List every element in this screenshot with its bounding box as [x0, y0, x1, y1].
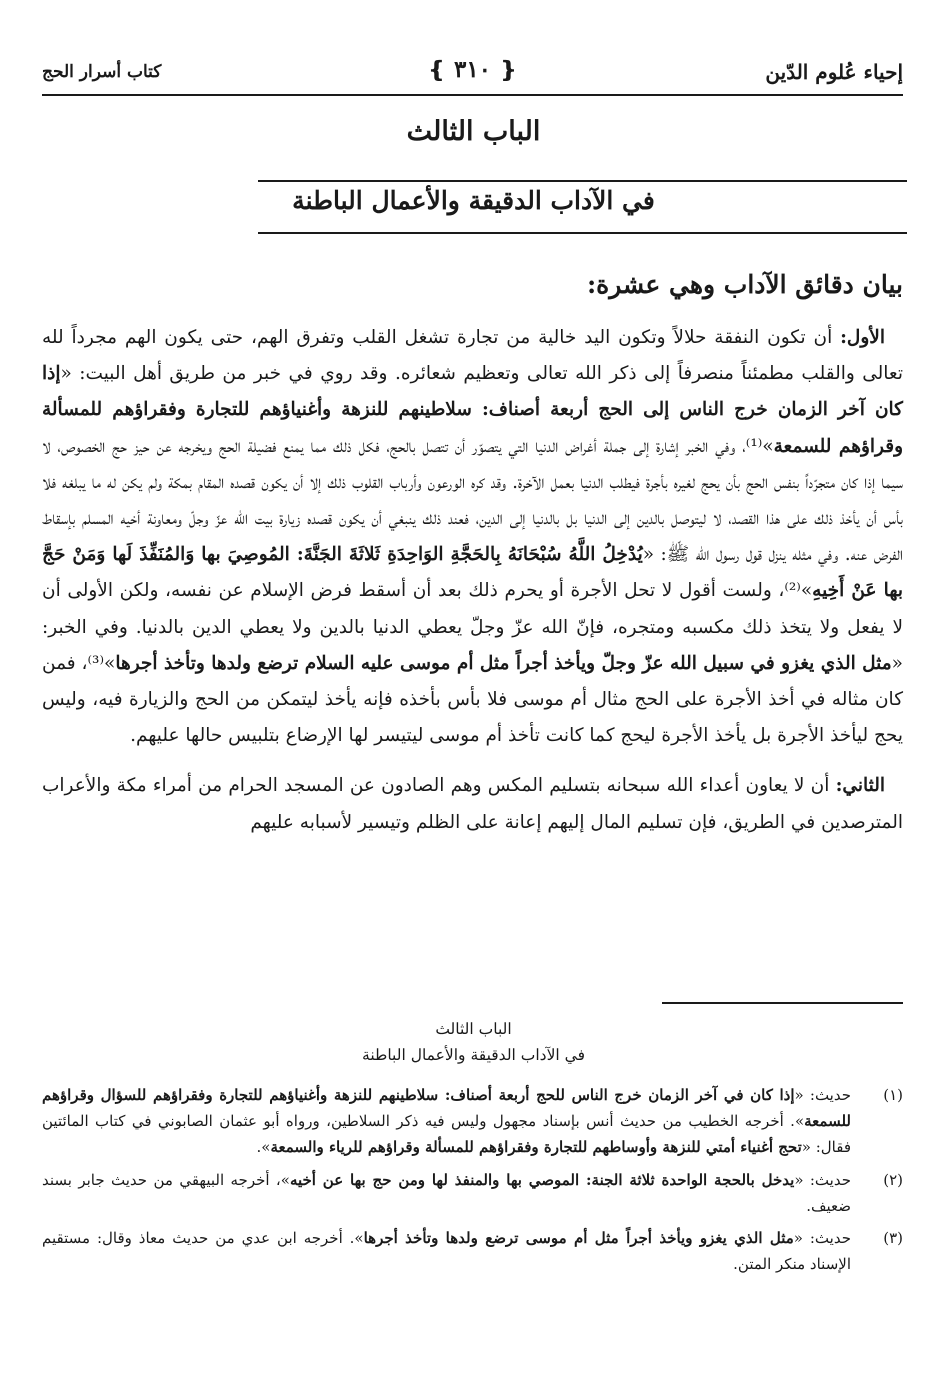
- chapter-divider: [258, 232, 907, 234]
- paragraph-lead: الأول:: [840, 327, 885, 348]
- text-span: ».: [256, 1138, 271, 1157]
- body-text: [42, 320, 903, 841]
- section-heading: بيان دقائق الآداب وهي عشرة:: [586, 270, 903, 299]
- section-title: كتاب أسرار الحج: [42, 62, 162, 82]
- book-title: إحياء عُلوم الدّين: [765, 60, 903, 84]
- page-number-block: [428, 56, 518, 83]
- text-span: »، أخرجه البيهقي من حديث جابر بسند ضعيف.: [42, 1170, 851, 1215]
- footnote: [42, 1082, 903, 1161]
- paragraph-lead: الثاني:: [835, 775, 885, 797]
- footnotes: [42, 1082, 903, 1283]
- footnote: [42, 1225, 903, 1277]
- footnote-number: (٣): [883, 1229, 903, 1248]
- text-span: حديث: «: [794, 1170, 851, 1189]
- text-span: أن تكون النفقة حلالاً وتكون اليد خالية من تجارة تشغل القلب وتفرق الهم، حتى يكون الهم مجرداً لله تعالى والقلب مطمئناً منصرفاً إلى ذكر الله تعالى وتعظيم شعائره. وقد روي في خبر من طريق أهل البيت: «: [42, 327, 903, 385]
- footnote-number: (٢): [883, 1170, 903, 1189]
- text-span: حديث: «: [793, 1229, 851, 1248]
- hadith-quote: إذا كان في آخر الزمان خرج الناس للحج أربعة أصناف: سلاطينهم للنزهة وأغنياؤهم للتجارة وفقراؤهم للسؤال وقراؤهم للسمعة: [42, 1086, 851, 1131]
- hadith-quote: تحج أغنياء أمتي للنزهة وأوساطهم للتجارة وفقراؤهم للمسألة وقراؤهم للرياء والسمعة: [270, 1138, 802, 1157]
- chapter-subtitle: في الآداب الدقيقة والأعمال الباطنة: [292, 186, 655, 215]
- chapter-divider: [258, 180, 907, 182]
- ornament-icon: ❵: [427, 57, 446, 83]
- paragraph: [42, 320, 903, 754]
- header-divider: [42, 94, 903, 96]
- text-span: ». أخرجه الخطيب من حديث أنس بإسناد مجهول وليس فيه ذكر السلاطين، ورواه أبو عثمان الصابوني في كتاب المائتين فقال: «: [42, 1112, 851, 1157]
- hadith-quote: يُدْخِلُ اللَّهُ سُبْحَانَهُ بِالحَجَّةِ الوَاحِدَةِ ثَلاثَةَ الجَنَّةَ: المُوصِيَ بها وَالمُنَفِّذَ لَها وَمَنْ حَجَّ بها عَنْ أَخِيهِ: [42, 544, 903, 602]
- hadith-quote: مثل الذي يغزو ويأخذ أجراً مثل أم موسى ترضع ولدها وتأخذ أجرها: [363, 1229, 794, 1248]
- text-span: ». أخرجه ابن عدي من حديث معاذ وقال: مستقيم الإسناد منكر المتن.: [42, 1229, 851, 1274]
- ornament-icon: ❴: [499, 57, 518, 83]
- hadith-quote: إذا كان آخر الزمان خرج الناس إلى الحج أربعة أصناف: سلاطينهم للنزهة وأغنياؤهم للتجارة وفقراؤهم للمسألة وقراؤهم للسمعة: [42, 363, 904, 457]
- text-span: حديث: «: [794, 1086, 851, 1104]
- text-span: »⁽³⁾، فمن كان مثاله في أخذ الأجرة على الحج مثال أم موسى فلا بأس بأخذه فإنه يأخذ ليتمكن من الحج والزيارة فيه، وليس يحج ليأخذ الأجرة بل يأخذ الأجرة ليحج كما كانت تأخذ أم موسى ليتيسر لها الإرضاع بتلبيس حالها عليهم.: [42, 652, 903, 747]
- hadith-quote: مثل الذي يغزو في سبيل الله عزّ وجلّ ويأخذ أجراً مثل أم موسى عليه السلام ترضع ولدها وتأخذ أجرها: [115, 652, 892, 674]
- footnote: [42, 1167, 903, 1219]
- text-span: »⁽²⁾، ولست أقول لا تحل الأجرة أو يحرم ذلك بعد أن أسقط فرض الإسلام عن نفسه، ولكن الأولى أن لا يفعل ولا يتخذ ذلك مكسبه ومتجره، فإنّ الله عزّ وجلّ يعطي الدنيا بالدين ولا يعطي الدين بالدنيا. وفي الخبر: «: [42, 580, 903, 674]
- hadith-quote: يدخل بالحجة الواحدة ثلاثة الجنة: الموصي بها والمنفذ لها ومن حج بها عن أخيه: [289, 1170, 795, 1189]
- chapter-title: الباب الثالث: [406, 116, 541, 147]
- running-header: [42, 56, 903, 92]
- footnote-heading-line: الباب الثالث: [435, 1020, 512, 1038]
- paragraph: [42, 768, 903, 840]
- page-number: ٣١٠: [453, 56, 492, 83]
- footnote-heading-line: في الآداب الدقيقة والأعمال الباطنة: [362, 1046, 585, 1064]
- text-span: »⁽¹⁾، وفي الخبر إشارة إلى جملة أغراض الدنيا التي يتصوّر أن تتصل بالحج، فكل ذلك مما يمنع فضيلة الحج ويخرجه عن حيز حج الخصوص، لا سيما إذا كان متجرّداً بنفس الحج بأن يحج لغيره بأجرة فيطلب الدنيا بعمل الآخرة. وقد كره الورعون وأرباب القلوب ذلك إلا أن يكون قصده المقام بمكة ولم يكن له ما يبلغه فلا بأس أن يأخذ ذلك على هذا القصد، لا ليتوصل بالدين إلى الدنيا بل بالدنيا إلى الدين، فعند ذلك ينبغي أن يكون قصده زيارة بيت الله عزّ وجلّ ومعاونة أخيه المسلم بإسقاط الفرض عنه. وفي مثله ينزل قول رسول الله ﷺ: «: [42, 435, 903, 566]
- footnote-divider: [662, 1002, 903, 1004]
- text-span: أن لا يعاون أعداء الله سبحانه بتسليم المكس وهم الصادون عن المسجد الحرام من أمراء مكة والأعراب المترصدين في الطريق، فإن تسليم المال إليهم إعانة على الظلم وتيسير لأسبابه عليهم: [42, 775, 903, 833]
- footnote-number: (١): [883, 1086, 903, 1104]
- footnote-heading: [0, 1016, 947, 1068]
